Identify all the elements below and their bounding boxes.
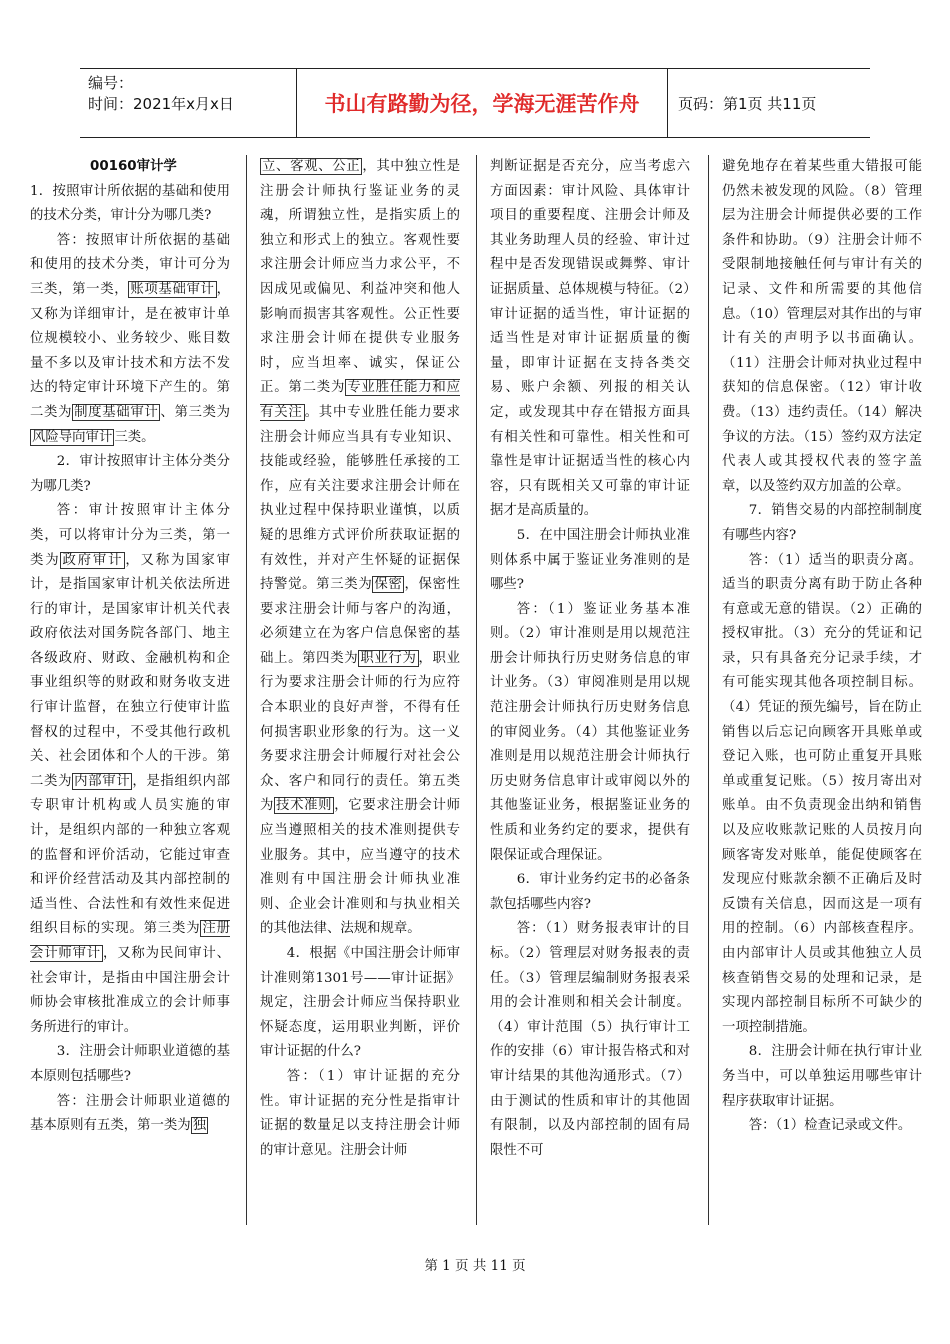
- answer-8: 答：（1）检查记录或文件。: [748, 1118, 912, 1134]
- keyword-box: 职业行为: [360, 650, 417, 666]
- header-page-info: 页码：第1页 共11页: [678, 94, 817, 113]
- question-2: 2．审计按照审计主体分类分为哪几类?: [30, 454, 230, 494]
- answer-2: 答：审计按照审计主体分类，可以将审计分为三类，第一类为 政府审计 ，又称为国家审计，是指国家审计机关依法所进行的审计，是国家审计机关代表政府依法对国务院各部门、地主各级政府、财政、金融机构和企事业组织等的财政和财务收支进行审计监督，在独立行使审计监督权的过程中，不受其他行政机关、社会团体和个人的干涉。第二类为 内部审计 ，是指组织内部专职审计机构或人员实施的审计，是组织内部的一种独立客观的监督和评价活动，它能过审查和评价经营活动及其内部控制的适当性、合法性和有效性来促进组织目标的实现。第三类为 注册会计师审计 ，又称为民间审计、社会审计，是指由中国注册会计师协会审核批准成立的会计师事务所进行的审计。: [30, 503, 230, 1035]
- column-divider: [246, 155, 247, 1225]
- answer-5: 答：（1）鉴证业务基本准则。（2）审计准则是用以规范注册会计师执行历史财务信息的审计业务。（3）审阅准则是用以规范注册会计师执行历史财务信息的审阅业务。（4）其他鉴证业务准则是用以规范注册会计师执行历史财务信息审计或审阅以外的其他鉴证业务，根据鉴证业务的性质和业务约定的要求，提供有限保证或合理保证。: [490, 601, 690, 863]
- keyword-box: 内部审计: [74, 773, 131, 789]
- keyword-box: 立、客观、公正: [262, 159, 361, 174]
- time-label: 时间：2021年x月x日: [88, 95, 234, 113]
- document-title: 00160审计学: [90, 159, 177, 174]
- question-7: 7．销售交易的内部控制制度有哪些内容?: [722, 503, 922, 543]
- answer-4: 答：（1）审计证据的充分性。审计证据的充分性是指审计证据的数量足以支持注册会计师的审计意见。注册会计师: [260, 1068, 460, 1158]
- answer-3: 答：注册会计师职业道德的基本原则有五类，第一类为 独: [30, 1093, 230, 1134]
- answer-6: 答：（1）财务报表审计的目标。（2）管理层对财务报表的责任。（3）管理层编制财务报表采用的会计准则和相关会计制度。（4）审计范围（5）执行审计工作的安排（6）审计报告格式和对审计结果的其他沟通形式。（7）由于测试的性质和审计的其他固有限制，以及内部控制的固有局限性不可: [490, 921, 690, 1158]
- column-divider: [476, 155, 477, 1225]
- keyword-box: 政府审计: [62, 552, 124, 568]
- header-meta: [80, 69, 297, 137]
- header-motto: 书山有路勤为径，学海无涯苦作舟: [297, 69, 668, 137]
- column-divider: [708, 155, 709, 1225]
- column-4: [722, 155, 922, 1235]
- number-label: 编号：: [88, 74, 134, 92]
- keyword-box: 保密: [374, 577, 403, 593]
- answer-3-continued: 立、客观、公正 ，其中独立性是注册会计师执行鉴证业务的灵魂，所谓独立性，是指实质上的独立和形式上的独立。客观性要求注册会计师应当力求公平，不因成见或偏见、利益冲突和他人影响而损害其客观性。公正性要求注册会计师在提供专业服务时，应当坦率、诚实，保证公正。第二类为 专业胜任能力和应有关注 。其中专业胜任能力要求注册会计师应当具有专业知识、技能或经验，能够胜任承接的工作，应有关注要求注册会计师在执业过程中保持职业谨慎，以质疑的思维方式评价所获取证据的有效性，并对产生怀疑的证据保持警觉。第三类为 保密 ，保密性要求注册会计师与客户的沟通，必须建立在为客户信息保密的基础上。第四类为 职业行为 ，职业行为要求注册会计师的行为应符合本职业的良好声誉，不得有任何损害职业形象的行为。这一义务要求注册会计师履行对社会公众、客户和同行的责任。第五类为 技术准则 ，它要求注册会计师应当遵照相关的技术准则提供专业服务。其中，应当遵守的技术准则有中国注册会计师执业准则、企业会计准则和与执业相关的其他法律、法规和规章。: [260, 159, 460, 937]
- keyword-box: 专业胜任能力和应有关注: [260, 380, 460, 420]
- question-6: 6．审计业务约定书的必备条款包括哪些内容?: [490, 872, 690, 912]
- question-1: 1．按照审计所依据的基础和使用的技术分类，审计分为哪几类?: [30, 183, 230, 224]
- column-2: [260, 155, 460, 1235]
- keyword-box: 制度基础审计: [74, 404, 159, 420]
- keyword-box: 风险导向审计: [32, 429, 113, 445]
- question-4: 4．根据《中国注册会计师审计准则第1301号——审计证据》规定，注册会计师应当保持职业怀疑态度，运用职业判断，评价审计证据的什么?: [260, 946, 460, 1060]
- answer-1: 答：按照审计所依据的基础和使用的技术分类，审计可分为三类，第一类， 账项基础审计 ，又称为详细审计，是在被审计单位规模较小、业务较少、账目数量不多以及审计技术和方法不发达的特定审计环境下产生的。第二类为 制度基础审计 、第三类为风险导向审计 三类。: [30, 232, 230, 445]
- keyword-box: 账项基础审计: [130, 281, 215, 297]
- keyword-box: 注册会计师审计: [30, 921, 230, 961]
- question-5: 5．在中国注册会计师执业准则体系中属于鉴证业务准则的是哪些?: [490, 527, 690, 593]
- answer-7: 答：（1）适当的职责分离。适当的职责分离有助于防止各种有意或无意的错误。（2）正确的授权审批。（3）充分的凭证和记录，只有具备充分记录手续，才有可能实现其他各项控制目标。（4）凭证的预先编号，旨在防止销售以后忘记向顾客开具账单或登记入账，也可防止重复开具账单或重复记账。（5）按月寄出对账单。由不负责现金出纳和销售以及应收账款记账的人员按月向顾客寄发对账单，能促使顾客在发现应付账款余额不正确后及时反馈有关信息，因而这是一项有用的控制。（6）内部核查程序。由内部审计人员或其他独立人员核查销售交易的处理和记录，是实现内部控制目标所不可缺少的一项控制措施。: [722, 552, 922, 1035]
- column-1: [30, 155, 230, 1235]
- column-3: [490, 155, 690, 1235]
- answer-4-continued: 判断证据是否充分，应当考虑六方面因素：审计风险、具体审计项目的重要程度、注册会计师及其业务助理人员的经验、审计过程中是否发现错误或舞弊、审计证据质量、总体规模与特征。（2）审计证据的适当性，审计证据的适当性是对审计证据质量的衡量，即审计证据在支持各类交易、账户余额、列报的相关认定，或发现其中存在错报方面具有相关性和可靠性。相关性和可靠性是审计证据适当性的核心内容，只有既相关又可靠的审计证据才是高质量的。: [490, 159, 690, 519]
- page-footer: 第 1 页 共 11 页: [424, 1258, 526, 1274]
- question-3: 3．注册会计师职业道德的基本原则包括哪些?: [30, 1044, 230, 1084]
- keyword-box: 技术准则: [276, 798, 333, 814]
- question-8: 8．注册会计师在执行审计业务当中，可以单独运用哪些审计程序获取审计证据。: [722, 1044, 922, 1109]
- page-header: [80, 68, 870, 138]
- answer-6-continued: 避免地存在着某些重大错报可能仍然未被发现的风险。（8）管理层为注册会计师提供必要的工作条件和协助。（9）注册会计师不受限制地接触任何与审计有关的记录、文件和所需要的其他信息。（10）管理层对其作出的与审计有关的声明予以书面确认。（11）注册会计师对执业过程中获知的信息保密。（12）审计收费。（13）违约责任。（14）解决争议的方法。（15）签约双方法定代表人或其授权代表的签字盖章，以及签约双方加盖的公章。: [722, 159, 922, 494]
- document-body: [30, 155, 930, 1235]
- keyword-box: 独: [192, 1118, 207, 1134]
